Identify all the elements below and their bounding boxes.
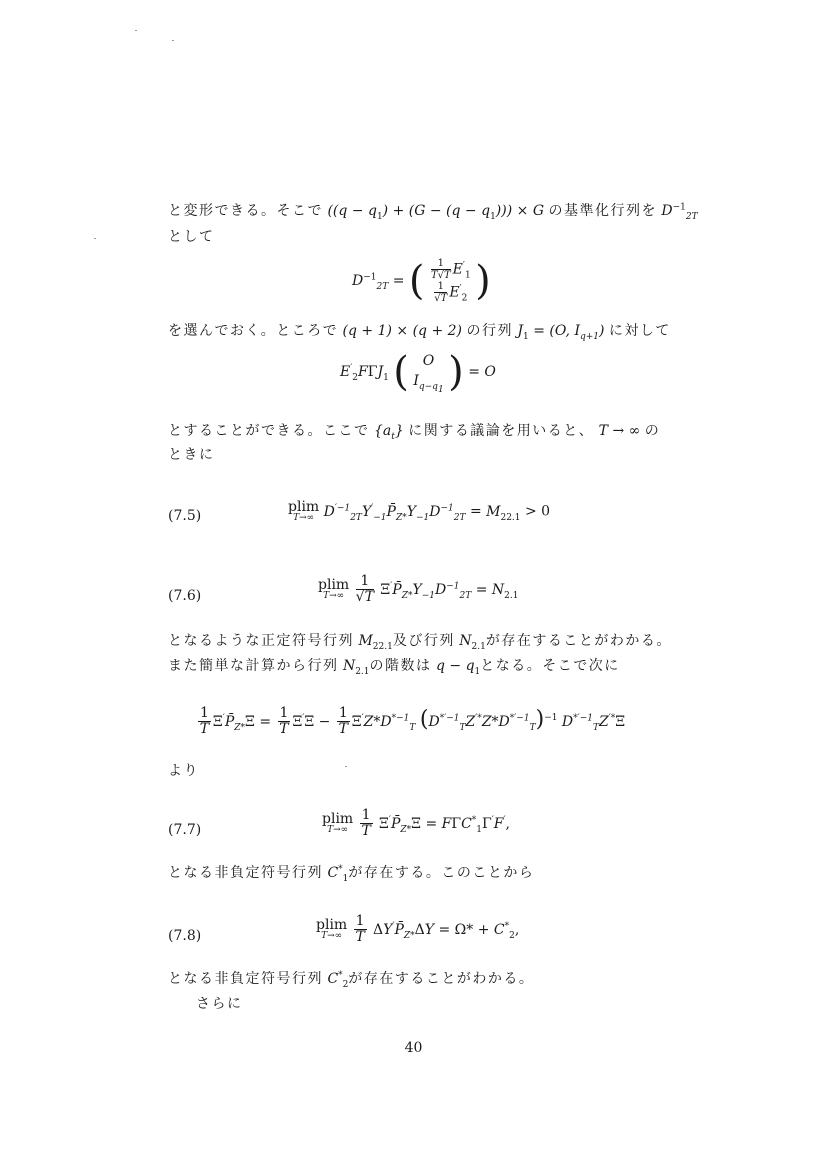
scan-speck <box>94 238 96 239</box>
text-line: を選んでおく。ところで (q + 1) × (q + 2) の行列 $J_1 = (O$, $I_{q+1}$) に対して <box>168 323 671 342</box>
matrix-equation: $D^{-1}_{2T}$ = ( $\frac{1}{T√T}$ $E'_1$ $\frac{1}{√T}$ $E'_2$ ) <box>352 258 491 304</box>
text-line: とすることができる。ここで $\{a_t\}$ に関する議論を用いると、 T → ∞ の <box>168 423 661 442</box>
scan-speck <box>135 30 137 31</box>
text-line: また簡単な計算から行列 $N_{2.1}$の階数は $q - q_1$となる。そこで次に <box>168 658 620 677</box>
equation: plim T→∞ $D^{'-1}_{2T}Y'_{-1}P̄_{Z*}Y_{-1}D^{-1}_{2T} = M_{22.1} > 0$ <box>288 499 551 523</box>
equation: plim T→∞ $\frac{1}{T}$ $\Delta Y'P̄_{Z*}\Delta Y = \Omega* + C^*_2$, <box>316 913 520 946</box>
text-line: となる非負定符号行列 $C^*_2$が存在することがわかる。 <box>168 970 535 990</box>
text-line: と変形できる。そこで $((q - q_1) + (G - (q - q_1))) \times G$ の基準化行列を $D^{-1}_{2T}$ <box>168 202 698 222</box>
text-line: となる非負定符号行列 $C^*_1$が存在する。このことから <box>168 864 535 884</box>
matrix-equation: $E'_2F\Gamma J_1$ ( O $I_{q-q_1}$ ) = O <box>340 349 496 395</box>
text-line: となるような正定符号行列 $M_{22.1}$及び行列 $N_{2.1}$が存在することがわかる。 <box>168 633 672 652</box>
scan-speck <box>345 766 347 767</box>
scan-speck <box>172 40 174 41</box>
equation-number: (7.6) <box>168 588 202 604</box>
page-number: 40 <box>404 1040 423 1056</box>
equation: plim T→∞ $\frac{1}{T}$ $\Xi'P̄_{Z*}\Xi = F\Gamma C^*_1\Gamma'F'$, <box>322 807 510 840</box>
equation: plim T→∞ $\frac{1}{√T}$ $\Xi'P̄_{Z*}Y_{-1}D^{-1}_{2T} = N_{2.1}$ <box>318 573 519 606</box>
equation-number: (7.7) <box>168 822 202 838</box>
text-line: より <box>168 763 199 779</box>
equation-number: (7.5) <box>168 508 202 524</box>
text-line: ときに <box>168 447 215 463</box>
equation: $\frac{1}{T}$ $\Xi'P̄_{Z*}\Xi$ = $\frac{1}{T}$ Ξ′Ξ − $\frac{1}{T}$ $\Xi'Z*D^{*-1}_T$ $(D^{*'-1}_TZ^{'*}Z*D^{*'-1}_T)^{-1}$ $D^{*'-1}_TZ^{'*}\Xi$ <box>199 705 626 738</box>
text-line: さらに <box>196 996 243 1012</box>
text-line: として <box>168 229 215 245</box>
equation-number: (7.8) <box>168 928 202 944</box>
